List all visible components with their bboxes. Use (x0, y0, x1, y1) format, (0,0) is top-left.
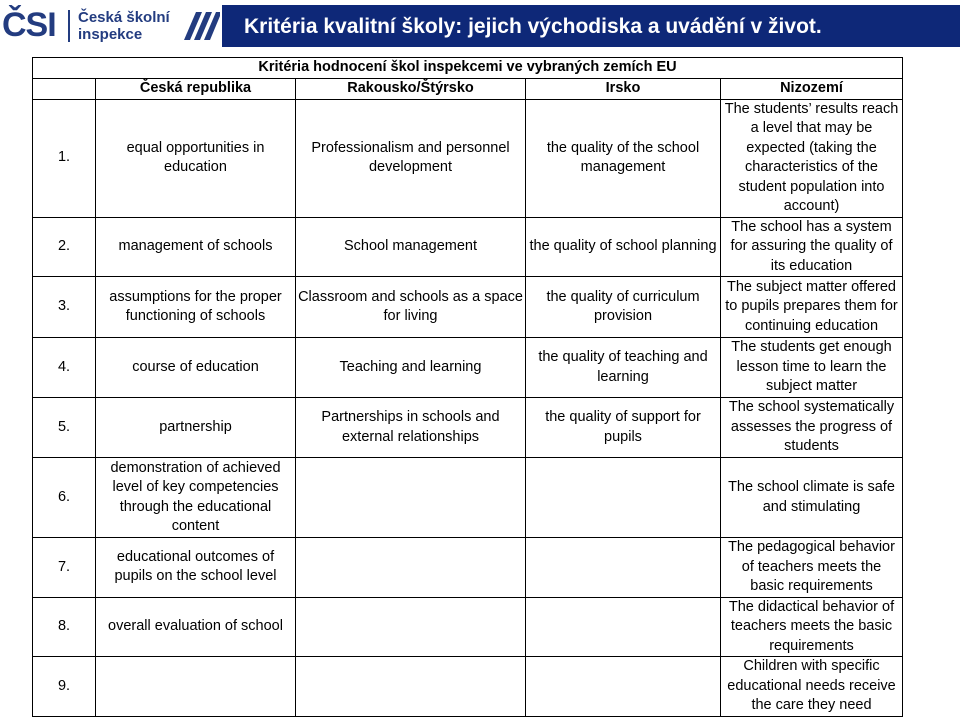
cell-nl: The school climate is safe and stimulating (721, 458, 903, 538)
cell-nl: The school systematically assesses the progress of students (721, 398, 903, 458)
title-bar (222, 5, 960, 47)
column-header-cz: Česká republika (96, 79, 296, 100)
row-number: 2. (33, 217, 96, 277)
cell-nl: The subject matter offered to pupils prepares them for continuing education (721, 277, 903, 338)
table-row (33, 458, 903, 538)
cell-ie: the quality of teaching and learning (526, 338, 721, 398)
cell-nl: The pedagogical behavior of teachers meets the basic requirements (721, 538, 903, 598)
logo-short: ČSI (2, 6, 56, 44)
csi-logo (0, 0, 215, 52)
logo-divider (68, 10, 70, 42)
cell-ie (526, 657, 721, 717)
logo-line2: inspekce (78, 26, 143, 43)
row-number: 5. (33, 398, 96, 458)
cell-ie: the quality of curriculum provision (526, 277, 721, 338)
table-row (33, 398, 903, 458)
criteria-table (32, 57, 903, 717)
cell-at: School management (296, 217, 526, 277)
row-number: 1. (33, 99, 96, 217)
cell-cz: management of schools (96, 217, 296, 277)
cell-ie (526, 597, 721, 657)
cell-at (296, 458, 526, 538)
cell-cz: assumptions for the proper functioning of schools (96, 277, 296, 338)
row-number: 9. (33, 657, 96, 717)
table-caption-row (33, 58, 903, 79)
logo-line1: Česká školní (78, 9, 170, 26)
table-header-row (33, 79, 903, 100)
cell-cz (96, 657, 296, 717)
cell-at (296, 657, 526, 717)
cell-cz: educational outcomes of pupils on the school level (96, 538, 296, 598)
cell-cz: equal opportunities in education (96, 99, 296, 217)
cell-cz: overall evaluation of school (96, 597, 296, 657)
cell-cz: course of education (96, 338, 296, 398)
logo-mark-icon (180, 6, 220, 46)
cell-nl: The students’ results reach a level that may be expected (taking the characteristics of the student population into account) (721, 99, 903, 217)
table-row (33, 338, 903, 398)
header-empty (33, 79, 96, 100)
cell-ie (526, 538, 721, 598)
row-number: 4. (33, 338, 96, 398)
cell-nl: The students get enough lesson time to learn the subject matter (721, 338, 903, 398)
table-row (33, 277, 903, 338)
cell-at: Teaching and learning (296, 338, 526, 398)
table-row (33, 538, 903, 598)
table-row (33, 217, 903, 277)
cell-nl: The didactical behavior of teachers meets the basic requirements (721, 597, 903, 657)
cell-ie: the quality of school planning (526, 217, 721, 277)
cell-ie (526, 458, 721, 538)
cell-nl: The school has a system for assuring the quality of its education (721, 217, 903, 277)
table-row (33, 597, 903, 657)
row-number: 3. (33, 277, 96, 338)
row-number: 7. (33, 538, 96, 598)
cell-at (296, 538, 526, 598)
cell-ie: the quality of support for pupils (526, 398, 721, 458)
cell-cz: demonstration of achieved level of key competencies through the educational content (96, 458, 296, 538)
table-caption: Kritéria hodnocení škol inspekcemi ve vybraných zemích EU (33, 58, 903, 79)
cell-nl: Children with specific educational needs receive the care they need (721, 657, 903, 717)
table-row (33, 657, 903, 717)
cell-at (296, 597, 526, 657)
column-header-ie: Irsko (526, 79, 721, 100)
row-number: 8. (33, 597, 96, 657)
slide-title: Kritéria kvalitní školy: jejich východiska a uvádění v život. (244, 15, 822, 38)
cell-at: Professionalism and personnel development (296, 99, 526, 217)
slide-header (0, 0, 960, 52)
logo-text (78, 9, 170, 43)
column-header-nl: Nizozemí (721, 79, 903, 100)
table-row (33, 99, 903, 217)
cell-ie: the quality of the school management (526, 99, 721, 217)
row-number: 6. (33, 458, 96, 538)
cell-at: Classroom and schools as a space for living (296, 277, 526, 338)
cell-cz: partnership (96, 398, 296, 458)
column-header-at: Rakousko/Štýrsko (296, 79, 526, 100)
cell-at: Partnerships in schools and external relationships (296, 398, 526, 458)
